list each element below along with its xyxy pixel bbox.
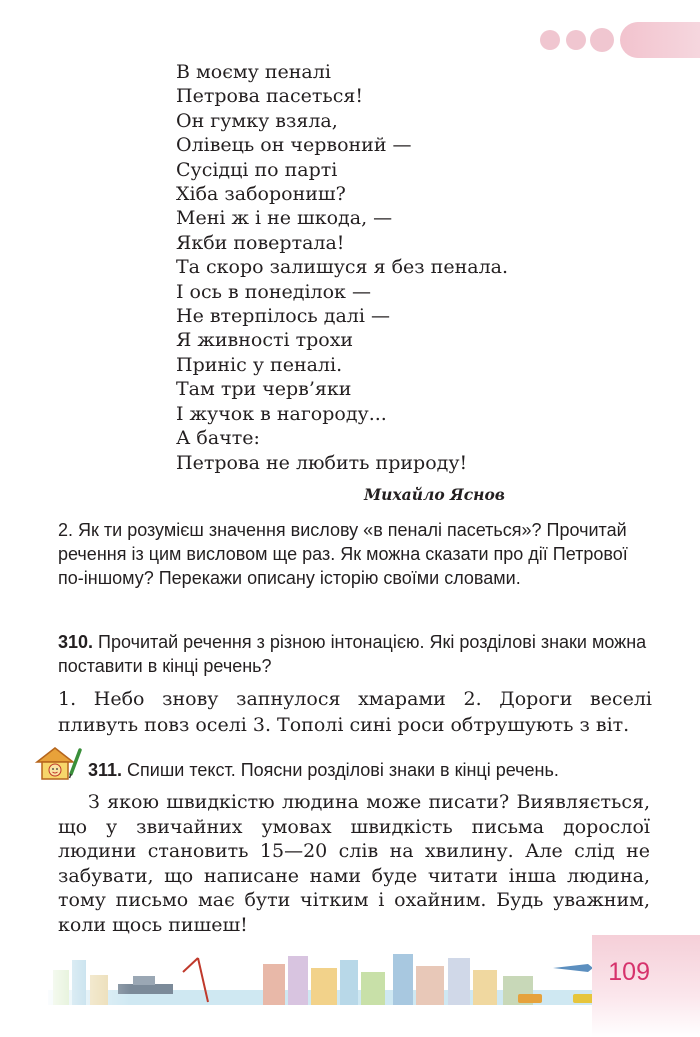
poem-line: І жучок в нагороду... xyxy=(176,402,387,425)
poem-line: Я живності трохи xyxy=(176,329,354,352)
city-illustration xyxy=(48,950,600,1005)
exercise-310-sentences: 1. Небо знову запнулося хмарами 2. Дороги веселі пливуть повз оселі 3. Тополі сині роси обтрушують з віт. xyxy=(58,688,652,736)
poem-author: Михайло Яснов xyxy=(364,485,505,504)
exercise-310 xyxy=(58,630,648,678)
page-number: 109 xyxy=(608,958,650,986)
exercise-number: 310. xyxy=(58,632,94,652)
house-homework-icon xyxy=(33,744,83,782)
exercise-instruction: Прочитай речення з різною інтонацією. Які розділові знаки можна поставити в кінці речень? xyxy=(58,632,647,676)
pencil-icon xyxy=(70,750,81,778)
poem-line: Петрова пасеться! xyxy=(176,85,363,108)
poem-line: Там три черв’яки xyxy=(176,378,352,401)
poem-line: Сусідці по парті xyxy=(176,158,338,181)
poem-line: Петрова не любить природу! xyxy=(176,451,468,474)
exercise-311-text xyxy=(58,790,650,937)
exercise-311-paragraph: З якою швидкістю людина може писати? Виявляється, що у звичайних умовах швидкість письма дорослої людини становить 15—20 слів на хвилину. Але слід не забувати, що написане нами буде читати інша людина, тому письмо має бути чітким і охайним. Будь уважним, коли щось пишеш! xyxy=(58,791,650,936)
decor-pill xyxy=(620,22,700,58)
poem-line: А бачте: xyxy=(176,427,260,450)
poem-line: Не втерпілось далі — xyxy=(176,305,390,328)
poem-line: Та скоро залишуся я без пенала. xyxy=(176,256,509,279)
poem-line: Якби повертала! xyxy=(176,231,345,254)
exercise-instruction: Спиши текст. Поясни розділові знаки в кінці речень. xyxy=(122,760,559,780)
task-2-questions: 2. Як ти розумієш значення вислову «в пеналі пасеться»? Прочитай речення із цим висловом ще раз. Як можна сказати про дії Петрової по-іншому? Перекажи описану історію своїми словами. xyxy=(58,520,628,588)
decor-dot xyxy=(566,30,586,50)
poem-line: Мені ж і не шкода, — xyxy=(176,207,393,230)
poem-line: Олівець он червоний — xyxy=(176,134,412,157)
header-decoration xyxy=(540,22,700,56)
decor-dot xyxy=(540,30,560,50)
exercise-311 xyxy=(88,758,648,782)
poem-line: В моєму пеналі xyxy=(176,61,331,83)
poem xyxy=(176,60,508,475)
poem-line: І ось в понеділок — xyxy=(176,280,371,303)
poem-line: Приніс у пеналі. xyxy=(176,353,343,376)
poem-line: Он гумку взяла, xyxy=(176,109,338,132)
exercise-number: 311. xyxy=(88,760,123,780)
poem-line: Хіба заборониш? xyxy=(176,183,346,206)
decor-dot xyxy=(590,28,614,52)
